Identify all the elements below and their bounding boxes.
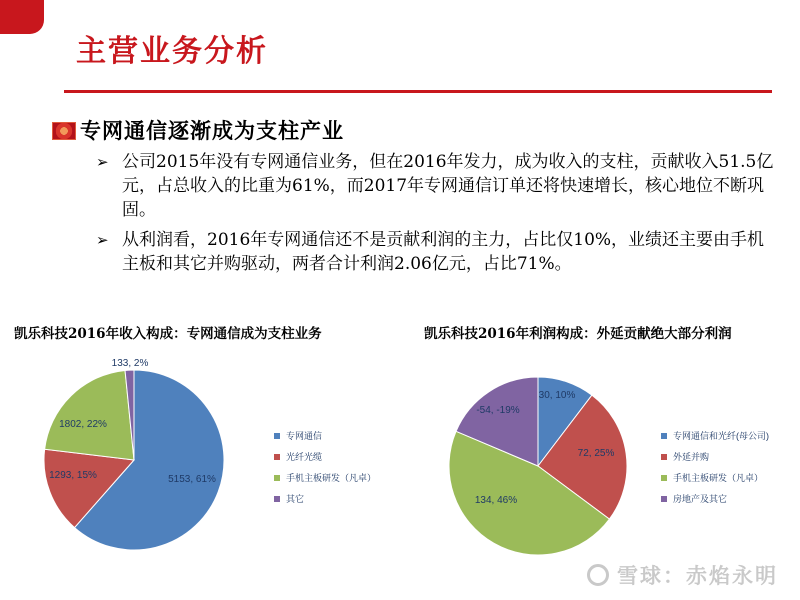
profit-chart-legend xyxy=(661,425,769,509)
pie-data-label: 1802, 22% xyxy=(59,419,107,430)
bullet-text: 从利润看，2016年专网通信还不是贡献利润的主力，占比仅10%，业绩还主要由手机主板和其它并购驱动，两者合计利润2.06亿元，占比71%。 xyxy=(122,230,765,274)
legend-item xyxy=(661,467,769,488)
legend-swatch xyxy=(661,475,667,481)
legend-swatch xyxy=(274,433,280,439)
pie-data-label: 1293, 15% xyxy=(49,470,97,481)
legend-item xyxy=(274,425,376,446)
legend-swatch xyxy=(661,433,667,439)
pie-data-label: 30, 10% xyxy=(538,390,576,401)
watermark xyxy=(587,560,778,590)
arrow-bullet-icon: ➢ xyxy=(96,231,109,249)
legend-label: 专网通信和光纤(母公司) xyxy=(673,431,769,441)
legend-item xyxy=(274,446,376,467)
legend-item xyxy=(661,446,769,467)
legend-label: 外延并购 xyxy=(673,452,710,462)
legend-item xyxy=(274,467,376,488)
profit-chart-title: 凯乐科技2016年利润构成：外延贡献绝大部分利润 xyxy=(424,326,732,342)
legend-swatch xyxy=(274,454,280,460)
arrow-bullet-icon: ➢ xyxy=(96,153,109,171)
pie-data-label: -54, -19% xyxy=(476,405,520,416)
pie-data-label: 72, 25% xyxy=(577,448,615,459)
legend-label: 其它 xyxy=(286,494,305,504)
pie-data-label: 5153, 61% xyxy=(168,474,216,485)
legend-label: 光纤光缆 xyxy=(286,452,323,462)
watermark-text: 雪球：赤焰永明 xyxy=(617,564,778,588)
legend-swatch xyxy=(274,475,280,481)
slide-title: 主营业务分析 xyxy=(76,34,268,69)
snowball-logo-icon xyxy=(587,564,609,586)
legend-swatch xyxy=(274,496,280,502)
legend-label: 专网通信 xyxy=(286,431,323,441)
legend-swatch xyxy=(661,454,667,460)
legend-label: 手机主板研发（凡卓） xyxy=(673,473,764,483)
legend-item xyxy=(661,488,769,509)
legend-item xyxy=(274,488,376,509)
revenue-chart-title: 凯乐科技2016年收入构成：专网通信成为支柱业务 xyxy=(14,326,322,342)
profit-pie-chart xyxy=(449,377,627,555)
bullet-text: 公司2015年没有专网通信业务，但在2016年发力，成为收入的支柱，贡献收入51.5亿元，占总收入的比重为61%，而2017年专网通信订单还将快速增长，核心地位不断巩固。 xyxy=(122,152,774,220)
pie-slice xyxy=(45,370,134,460)
legend-item xyxy=(661,425,769,446)
legend-swatch xyxy=(661,496,667,502)
revenue-pie-chart xyxy=(44,358,224,550)
pie-data-label: 133, 2% xyxy=(111,358,149,369)
legend-label: 手机主板研发（凡卓） xyxy=(286,473,377,483)
section-heading: 专网通信逐渐成为支柱产业 xyxy=(80,118,344,143)
legend-label: 房地产及其它 xyxy=(673,494,728,504)
revenue-chart-legend xyxy=(274,425,376,509)
pie-data-label: 134, 46% xyxy=(474,495,518,506)
